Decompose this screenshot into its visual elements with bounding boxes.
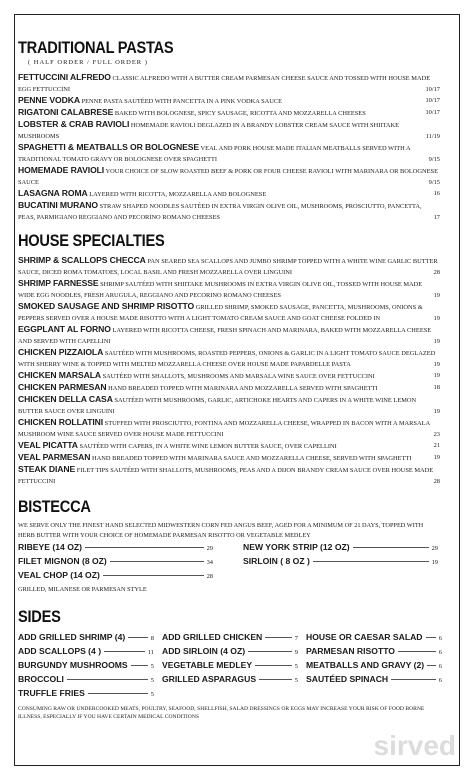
item-price: 19: [433, 372, 440, 379]
sides-title: SIDES: [18, 607, 61, 626]
pastas-title: TRADITIONAL PASTAS: [18, 38, 174, 57]
item-name: EGGPLANT AL FORNO: [18, 324, 111, 334]
item-name: SHRIMP FARNESSE: [18, 278, 99, 288]
menu-item: [18, 452, 438, 464]
item-name: LOBSTER & CRAB RAVIOLI: [18, 119, 130, 129]
side-price: 11: [147, 649, 154, 656]
sirved-logo: sirved: [373, 730, 456, 761]
menu-item: [18, 347, 438, 370]
item-description: GRILLED SHRIMP, SMOKED SAUSAGE, PANCETTA, MUSHROOMS, ONIONS & PEPPERS SERVED OVER A HOUSE MADE RISOTTO WITH A LIGHT TOMATO CREAM SAUCE AND GOAT CHEESE FOLDED IN: [18, 304, 423, 322]
item-name: VEAL PARMESAN: [18, 452, 91, 462]
item-price: 9/15: [428, 179, 440, 186]
sides-grid: [18, 631, 442, 701]
item-description: CLASSIC ALFREDO WITH A BUTTER CREAM PARMESAN CHEESE SAUCE AND TOSSED WITH HOUSE MADE EGG FETTUCCINI: [18, 75, 431, 93]
menu-item: [18, 370, 438, 382]
item-price: 10/17: [425, 86, 440, 93]
item-price: 23: [433, 431, 440, 438]
sides-column: [162, 631, 306, 701]
item-description: BAKED WITH BOLOGNESE, SPICY SAUSAGE, RICOTTA AND MOZZARELLA CHEESES: [114, 110, 366, 117]
side-name: ADD SCALLOPS (4 ): [18, 646, 102, 656]
item-price: 18: [433, 384, 440, 391]
item-description: PAN SEARED SEA SCALLOPS AND JUMBO SHRIMP TOPPED WITH A WHITE WINE GARLIC BUTTER SAUCE, DICED ROMA TOMATOES, LOCAL BASIL AND FRESH MOZZARELLA OVER LINGUINI: [18, 258, 438, 276]
steak-price: 29: [206, 545, 213, 552]
menu-item: [18, 119, 438, 142]
leader-line: [427, 665, 436, 666]
side-price: 9: [294, 649, 298, 656]
leader-line: [391, 679, 436, 680]
leader-line: [110, 561, 204, 562]
item-name: SHRIMP & SCALLOPS CHECCA: [18, 255, 146, 265]
item-description: SAUTÉED WITH MUSHROOMS, GARLIC, ARTICHOKE HEARTS AND CAPERS IN A WHITE WINE LEMON BUTTER SAUCE OVER LINGUINI: [18, 397, 417, 415]
steak-price: 28: [206, 573, 213, 580]
side-item: [306, 631, 442, 645]
leader-line: [398, 651, 436, 652]
steak-name: NEW YORK STRIP (12 OZ): [243, 542, 350, 552]
side-name: VEGETABLE MEDLEY: [162, 660, 253, 670]
leader-line: [259, 679, 292, 680]
item-price: 28: [433, 269, 440, 276]
item-name: STEAK DIANE: [18, 464, 76, 474]
item-description: LAYERED WITH RICOTTA CHEESE, FRESH SPINACH AND MARINARA, BAKED WITH MOZZARELLA CHEESE AND SERVED WITH CAPELLINI: [18, 327, 432, 345]
side-item: [18, 687, 154, 701]
leader-line: [88, 693, 148, 694]
specialties-list: [18, 255, 456, 487]
item-name: LASAGNA ROMA: [18, 188, 88, 198]
item-name: CHICKEN ROLLATINI: [18, 417, 104, 427]
sides-column: [306, 631, 442, 701]
item-name: CHICKEN DELLA CASA: [18, 394, 113, 404]
item-name: BUCATINI MURANO: [18, 200, 98, 210]
side-price: 6: [438, 649, 442, 656]
item-description: PENNE PASTA SAUTÉED WITH PANCETTA IN A PINK VODKA SAUCE: [81, 98, 283, 105]
menu-item: [18, 324, 438, 347]
menu-item: [18, 95, 438, 107]
menu-page: [18, 22, 456, 721]
item-description: STRAW SHAPED NOODLES SAUTÉED IN EXTRA VIRGIN OLIVE OIL, MUSHROOMS, PROSCIUTTO, PANCETTA, PEAS, PARMIGIANO REGGIANO AND PECORINO ROMANO CHEESES: [18, 203, 422, 221]
leader-line: [103, 575, 204, 576]
side-item: [162, 631, 298, 645]
item-name: SMOKED SAUSAGE AND SHRIMP RISOTTO: [18, 301, 195, 311]
side-price: 7: [294, 635, 298, 642]
pastas-subtitle: ( HALF ORDER / FULL ORDER ): [28, 59, 148, 66]
steak-item: [18, 541, 213, 555]
item-name: SPAGHETTI & MEATBALLS OR BOLOGNESE: [18, 142, 200, 152]
side-name: BROCCOLI: [18, 674, 64, 684]
pastas-list: [18, 72, 456, 223]
side-item: [306, 645, 442, 659]
item-price: 11/19: [425, 133, 440, 140]
menu-item: [18, 278, 438, 301]
side-item: [18, 631, 154, 645]
item-description: HAND BREADED TOPPED WITH MARINARA SAUCE AND MOZZARELLA CHEESE, SERVED WITH SPAGHETTI: [92, 455, 412, 462]
steak-item: [18, 555, 213, 569]
side-price: 5: [150, 663, 154, 670]
menu-item: [18, 417, 438, 440]
menu-item: [18, 440, 438, 452]
side-name: ADD GRILLED CHICKEN: [162, 632, 263, 642]
side-price: 5: [150, 677, 154, 684]
leader-line: [104, 651, 145, 652]
side-name: GRILLED ASPARAGUS: [162, 674, 257, 684]
leader-line: [67, 679, 148, 680]
item-price: 19: [433, 454, 440, 461]
side-item: [162, 645, 298, 659]
side-item: [306, 673, 442, 687]
steak-price: 34: [206, 559, 213, 566]
leader-line: [131, 665, 148, 666]
side-price: 5: [150, 691, 154, 698]
side-name: ADD GRILLED SHRIMP (4): [18, 632, 126, 642]
item-name: RIGATONI CALABRESE: [18, 107, 114, 117]
item-price: 16: [433, 190, 440, 197]
side-price: 6: [438, 677, 442, 684]
side-name: BURGUNDY MUSHROOMS: [18, 660, 128, 670]
item-name: VEAL PICATTA: [18, 440, 78, 450]
item-price: 10/17: [425, 109, 440, 116]
sides-column: [18, 631, 162, 701]
item-price: 10/17: [425, 97, 440, 104]
bistecca-right: [229, 541, 438, 583]
item-name: FETTUCCINI ALFREDO: [18, 72, 111, 82]
side-price: 5: [294, 677, 298, 684]
steak-name: VEAL CHOP (14 OZ): [18, 570, 100, 580]
item-description: SAUTÉED WITH MUSHROOMS, ROASTED PEPPERS, ONIONS & GARLIC IN A LIGHT TOMATO SAUCE DEGLAZED WITH SHERRY WINE & TOPPED WITH MELTED MOZZARELLA CHEESE OVER HOUSE MADE PAPARDELLE PASTA: [18, 350, 436, 368]
steak-item: [243, 541, 438, 555]
item-name: CHICKEN PARMESAN: [18, 382, 107, 392]
side-item: [306, 659, 442, 673]
side-price: 8: [150, 635, 154, 642]
item-name: HOMEMADE RAVIOLI: [18, 165, 105, 175]
menu-item: [18, 107, 438, 119]
leader-line: [128, 637, 148, 638]
item-price: 17: [433, 214, 440, 221]
item-price: 19: [433, 338, 440, 345]
menu-item: [18, 165, 438, 188]
item-name: CHICKEN PIZZAIOLA: [18, 347, 104, 357]
bistecca-left: [18, 541, 229, 583]
item-price: 19: [433, 361, 440, 368]
steak-price: 29: [431, 545, 438, 552]
bistecca-intro: WE SERVE ONLY THE FINEST HAND SELECTED MIDWESTERN CORN FED ANGUS BEEF, AGED FOR A MINIMUM OF 21 DAYS, TOPPED WITH HERB BUTTER WITH YOUR CHOICE OF HOMEMADE PARMESAN RISOTTO OR VEGETABLE MEDLEY: [18, 522, 424, 539]
item-description: HOMEMADE RAVIOLI DEGLAZED IN A BRANDY LOBSTER CREAM SAUCE WITH SHIITAKE MUSHROOMS: [18, 122, 400, 140]
side-name: PARMESAN RISOTTO: [306, 646, 395, 656]
leader-line: [353, 547, 429, 548]
side-item: [18, 659, 154, 673]
item-price: 19: [433, 408, 440, 415]
menu-item: [18, 200, 438, 223]
item-price: 19: [433, 315, 440, 322]
side-item: [162, 673, 298, 687]
item-price: 19: [433, 292, 440, 299]
leader-line: [255, 665, 292, 666]
item-price: 28: [433, 478, 440, 485]
side-item: [18, 673, 154, 687]
bistecca-note: GRILLED, MILANESE OR PARMESAN STYLE: [18, 586, 147, 593]
specialties-title: HOUSE SPECIALTIES: [18, 231, 165, 250]
menu-item: [18, 255, 438, 278]
leader-line: [265, 637, 292, 638]
item-description: SAUTÉED WITH SHALLOTS, MUSHROOMS AND MARSALA WINE SAUCE OVER FETTUCCINI: [102, 373, 375, 380]
steak-name: FILET MIGNON (8 OZ): [18, 556, 107, 566]
menu-item: [18, 464, 438, 487]
side-name: ADD SIRLOIN (4 OZ): [162, 646, 246, 656]
steak-price: 19: [431, 559, 438, 566]
item-description: STUFFED WITH PROSCIUTTO, FONTINA AND MOZZARELLA CHEESE, WRAPPED IN BACON WITH A MARSALA MUSHROOM WINE SAUCE SERVED OVER HOUSE MADE FETTUCCINI: [18, 420, 430, 438]
side-price: 6: [438, 663, 442, 670]
side-item: [162, 659, 298, 673]
item-description: YOUR CHOICE OF SLOW ROASTED BEEF & PORK OR FOUR CHEESE RAVIOLI WITH MARINARA OR BOLOGNESE SAUCE: [18, 168, 438, 186]
item-price: 21: [433, 442, 440, 449]
item-name: PENNE VODKA: [18, 95, 80, 105]
leader-line: [248, 651, 292, 652]
item-price: 9/15: [428, 156, 440, 163]
side-name: HOUSE OR CAESAR SALAD: [306, 632, 423, 642]
menu-item: [18, 142, 438, 165]
item-description: VEAL AND PORK HOUSE MADE ITALIAN MEATBALLS SERVED WITH A TRADITIONAL TOMATO GRAVY OR BOLOGNESE OVER SPAGHETTI: [18, 145, 411, 163]
menu-item: [18, 301, 438, 324]
steak-name: RIBEYE (14 OZ): [18, 542, 82, 552]
side-price: 5: [294, 663, 298, 670]
leader-line: [426, 637, 436, 638]
item-description: LAYERED WITH RICOTTA, MOZZARELLA AND BOLOGNESE: [89, 191, 267, 198]
steak-item: [18, 569, 213, 583]
menu-item: [18, 72, 438, 95]
item-description: SAUTÉED WITH CAPERS, IN A WHITE WINE LEMON BUTTER SAUCE, OVER CAPELLINI: [79, 443, 337, 450]
side-name: SAUTÉED SPINACH: [306, 674, 389, 684]
side-price: 6: [438, 635, 442, 642]
item-description: FILET TIPS SAUTÉED WITH SHALLOTS, MUSHROOMS, PEAS AND A DIJON BRANDY CREAM SAUCE OVER HOUSE MADE FETTUCCINI: [18, 467, 434, 485]
side-name: TRUFFLE FRIES: [18, 688, 85, 698]
leader-line: [85, 547, 204, 548]
bistecca-title: BISTECCA: [18, 497, 91, 516]
side-name: MEATBALLS AND GRAVY (2): [306, 660, 425, 670]
food-safety-disclaimer: CONSUMING RAW OR UNDERCOOKED MEATS, POULTRY, SEAFOOD, SHELLFISH, SALAD DRESSINGS OR EGGS MAY INCREASE YOUR RISK OF FOOD BORNE ILLNESS, ESPECIALLY IF YOU HAVE CERTAIN MEDICAL CONDITIONS: [18, 706, 425, 720]
side-item: [18, 645, 154, 659]
bistecca-grid: [18, 541, 438, 583]
item-description: HAND BREADED TOPPED WITH MARINARA AND MOZZARELLA SERVED WITH SPAGHETTI: [108, 385, 378, 392]
menu-item: [18, 394, 438, 417]
menu-item: [18, 382, 438, 394]
item-description: SHRIMP SAUTÉED WITH SHIITAKE MUSHROOMS IN EXTRA VIRGIN OLIVE OIL, TOSSED WITH HOUSE MADE WIDE EGG NOODLES, FRESH ARUGULA, REGGIANO AND PECORINO ROMANO CHEESES: [18, 281, 423, 299]
steak-name: SIRLOIN ( 8 OZ ): [243, 556, 310, 566]
item-name: CHICKEN MARSALA: [18, 370, 102, 380]
steak-item: [243, 555, 438, 569]
leader-line: [313, 561, 429, 562]
menu-item: [18, 188, 438, 200]
